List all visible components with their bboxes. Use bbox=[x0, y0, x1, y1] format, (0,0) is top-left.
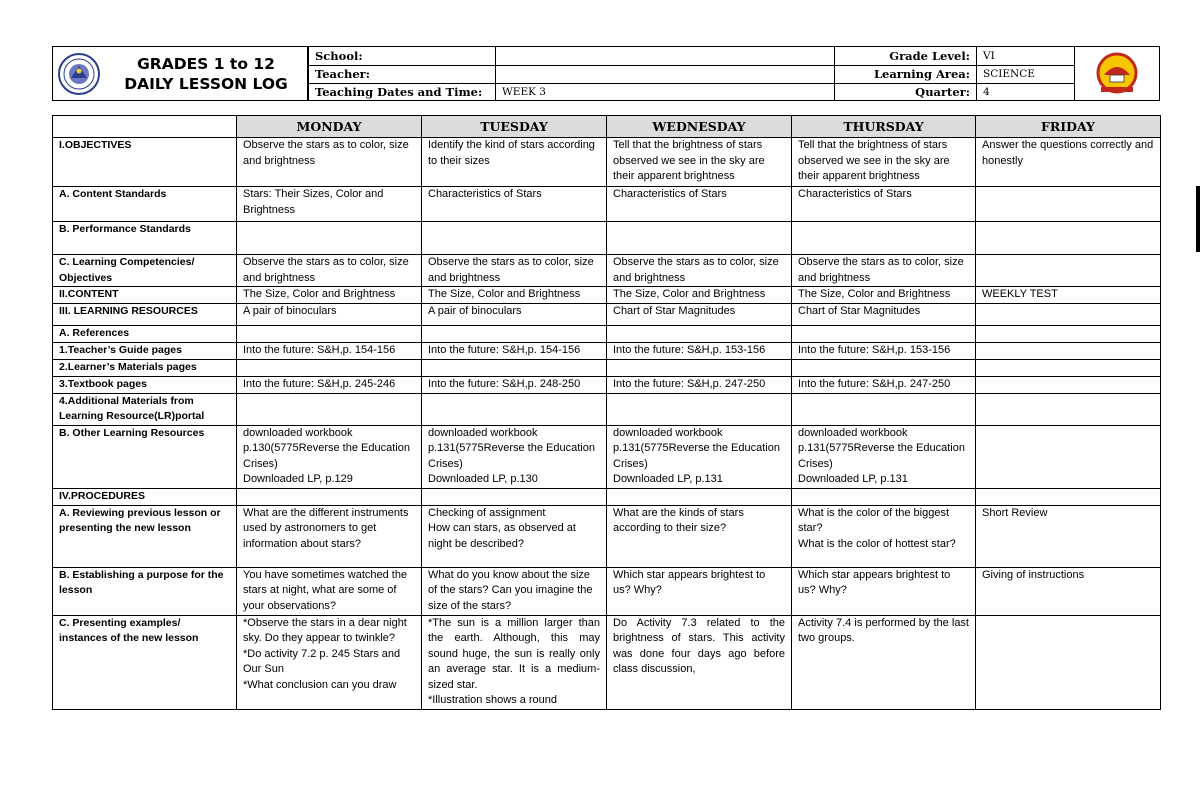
row-label: A. Reviewing previous lesson or presenting the new lesson bbox=[53, 505, 237, 567]
table-cell bbox=[792, 342, 976, 359]
row-label: B. Other Learning Resources bbox=[53, 425, 237, 488]
table-cell bbox=[237, 359, 422, 376]
table-cell bbox=[976, 287, 1161, 304]
table-cell bbox=[422, 393, 607, 425]
table-row bbox=[53, 615, 1161, 709]
table-cell bbox=[607, 615, 792, 709]
cell-text: Identify the kind of stars according to their sizes bbox=[428, 139, 595, 167]
table-row bbox=[53, 342, 1161, 359]
table-cell bbox=[422, 359, 607, 376]
table-row bbox=[53, 425, 1161, 488]
table-row bbox=[53, 187, 1161, 222]
table-cell bbox=[422, 567, 607, 615]
table-cell bbox=[237, 255, 422, 287]
table-cell bbox=[237, 303, 422, 325]
table-cell bbox=[422, 287, 607, 304]
table-cell bbox=[976, 376, 1161, 393]
cell-text: Tell that the brightness of stars observed we see in the sky are their apparent brightness bbox=[613, 139, 765, 182]
cell-text: WEEKLY TEST bbox=[982, 288, 1058, 300]
table-cell bbox=[976, 303, 1161, 325]
cell-text: Characteristics of Stars bbox=[798, 188, 912, 200]
row-label: 4.Additional Materials from Learning Resource(LR)portal bbox=[53, 393, 237, 425]
table-row bbox=[53, 505, 1161, 567]
cell-text: Giving of instructions bbox=[982, 568, 1085, 581]
table-cell bbox=[792, 425, 976, 488]
cell-text: Into the future: S&H,p. 154-156 bbox=[428, 343, 581, 356]
table-cell bbox=[792, 393, 976, 425]
table-cell bbox=[792, 222, 976, 255]
lesson-log-table bbox=[52, 115, 1161, 710]
table-cell bbox=[976, 488, 1161, 505]
page-edge-mark bbox=[1196, 186, 1200, 252]
lesson-log-header bbox=[52, 46, 1160, 101]
cell-text: What is the color of hottest star? bbox=[798, 537, 956, 550]
table-cell bbox=[237, 505, 422, 567]
table-cell bbox=[792, 376, 976, 393]
cell-text: *Do activity 7.2 p. 245 Stars and Our Sun bbox=[243, 647, 401, 675]
teaching-dates-value: WEEK 3 bbox=[496, 83, 835, 101]
quarter-label: Quarter: bbox=[835, 83, 977, 101]
table-cell bbox=[607, 222, 792, 255]
teaching-dates-label: Teaching Dates and Time: bbox=[309, 83, 496, 101]
cell-text: *The sun is a million larger than the earth. Although, this may sound huge, the sun is really only an average star. It is a medium-sized star. bbox=[428, 616, 600, 691]
cell-text: What is the color of the biggest star? bbox=[798, 506, 950, 534]
cell-text: What are the different instruments used by astronomers to get information about stars? bbox=[243, 506, 409, 550]
table-cell bbox=[976, 138, 1161, 187]
row-label: A. Content Standards bbox=[53, 187, 237, 222]
table-row bbox=[53, 359, 1161, 376]
table-cell bbox=[422, 222, 607, 255]
table-row bbox=[53, 567, 1161, 615]
table-cell bbox=[237, 615, 422, 709]
cell-text: Which star appears brightest to us? Why? bbox=[613, 568, 766, 596]
table-row bbox=[53, 376, 1161, 393]
cell-text: Activity 7.4 is performed by the last two groups. bbox=[798, 616, 969, 644]
table-cell bbox=[792, 359, 976, 376]
cell-text: Into the future: S&H,p. 248-250 bbox=[428, 377, 581, 390]
table-cell bbox=[976, 255, 1161, 287]
cell-text: downloaded workbook p.131(5775Reverse the Education Crises) bbox=[798, 426, 965, 470]
cell-text: Which star appears brightest to us? Why? bbox=[798, 568, 951, 596]
table-cell bbox=[976, 359, 1161, 376]
table-cell bbox=[422, 325, 607, 342]
table-cell bbox=[422, 187, 607, 222]
school-label: School: bbox=[309, 47, 496, 65]
cell-text: The Size, Color and Brightness bbox=[613, 288, 766, 300]
table-cell bbox=[237, 425, 422, 488]
teacher-value bbox=[496, 65, 835, 83]
table-cell bbox=[422, 303, 607, 325]
cell-text: Checking of assignment bbox=[428, 506, 546, 519]
cell-text: Into the future: S&H,p. 247-250 bbox=[798, 377, 951, 390]
table-cell bbox=[237, 376, 422, 393]
cell-text: Downloaded LP, p.129 bbox=[243, 473, 353, 485]
table-cell bbox=[792, 287, 976, 304]
cell-text: What are the kinds of stars according to their size? bbox=[613, 506, 744, 534]
header-title-block bbox=[53, 47, 308, 100]
table-cell bbox=[607, 393, 792, 425]
school-logo-icon bbox=[1075, 47, 1159, 100]
cell-text: Short Review bbox=[982, 506, 1048, 519]
cell-text: Downloaded LP, p.130 bbox=[428, 473, 538, 485]
table-cell bbox=[237, 393, 422, 425]
table-cell bbox=[792, 615, 976, 709]
table-cell bbox=[237, 488, 422, 505]
day-header-wednesday: WEDNESDAY bbox=[607, 116, 792, 138]
table-cell bbox=[976, 342, 1161, 359]
cell-text: Into the future: S&H,p. 247-250 bbox=[613, 377, 766, 390]
table-row bbox=[53, 222, 1161, 255]
row-label: C. Presenting examples/ instances of the new lesson bbox=[53, 615, 237, 709]
table-cell bbox=[976, 222, 1161, 255]
school-value bbox=[496, 47, 835, 65]
cell-text: *What conclusion can you draw bbox=[243, 678, 397, 691]
cell-text: Observe the stars as to color, size and brightness bbox=[243, 139, 409, 167]
corner-cell bbox=[53, 116, 237, 138]
row-label: B. Performance Standards bbox=[53, 222, 237, 255]
table-cell bbox=[237, 287, 422, 304]
table-cell bbox=[422, 488, 607, 505]
table-cell bbox=[237, 567, 422, 615]
cell-text: A pair of binoculars bbox=[243, 304, 337, 317]
row-label: C. Learning Competencies/ Objectives bbox=[53, 255, 237, 287]
cell-text: *Illustration shows a round bbox=[428, 694, 558, 706]
quarter-value: 4 bbox=[977, 83, 1075, 101]
table-row bbox=[53, 287, 1161, 304]
cell-text: Characteristics of Stars bbox=[428, 188, 542, 200]
cell-text: Observe the stars as to color, size and brightness bbox=[798, 256, 964, 284]
cell-text: Observe the stars as to color, size and brightness bbox=[243, 256, 409, 284]
cell-text: Do Activity 7.3 related to the brightness of stars. This activity was done four days ago before class discussion, bbox=[613, 616, 785, 675]
table-row bbox=[53, 393, 1161, 425]
row-label: 3.Textbook pages bbox=[53, 376, 237, 393]
table-cell bbox=[607, 287, 792, 304]
table-cell bbox=[792, 138, 976, 187]
cell-text: Chart of Star Magnitudes bbox=[613, 304, 736, 317]
table-cell bbox=[607, 425, 792, 488]
cell-text: Into the future: S&H,p. 154-156 bbox=[243, 343, 396, 356]
table-cell bbox=[607, 359, 792, 376]
table-cell bbox=[237, 342, 422, 359]
deped-seal-icon bbox=[53, 52, 105, 96]
table-cell bbox=[237, 138, 422, 187]
table-cell bbox=[976, 425, 1161, 488]
header-title-line1: GRADES 1 to 12 bbox=[137, 54, 275, 73]
table-cell bbox=[607, 325, 792, 342]
day-header-tuesday: TUESDAY bbox=[422, 116, 607, 138]
cell-text: The Size, Color and Brightness bbox=[243, 288, 396, 300]
table-row bbox=[53, 488, 1161, 505]
table-cell bbox=[607, 505, 792, 567]
cell-text: downloaded workbook p.131(5775Reverse the Education Crises) bbox=[428, 426, 595, 470]
table-cell bbox=[792, 325, 976, 342]
table-row bbox=[53, 303, 1161, 325]
table-cell bbox=[792, 255, 976, 287]
day-header-friday: FRIDAY bbox=[976, 116, 1161, 138]
row-label: B. Establishing a purpose for the lesson bbox=[53, 567, 237, 615]
header-title bbox=[105, 54, 307, 94]
cell-text: Chart of Star Magnitudes bbox=[798, 304, 921, 317]
table-cell bbox=[607, 342, 792, 359]
cell-text: *Observe the stars in a dear night sky. Do they appear to twinkle? bbox=[243, 616, 407, 644]
table-cell bbox=[792, 488, 976, 505]
table-cell bbox=[422, 425, 607, 488]
table-cell bbox=[976, 393, 1161, 425]
header-title-line2: DAILY LESSON LOG bbox=[124, 74, 288, 93]
table-cell bbox=[607, 303, 792, 325]
table-cell bbox=[422, 505, 607, 567]
table-cell bbox=[792, 187, 976, 222]
cell-text: Into the future: S&H,p. 153-156 bbox=[798, 343, 951, 356]
table-cell bbox=[422, 615, 607, 709]
table-cell bbox=[976, 325, 1161, 342]
table-cell bbox=[422, 376, 607, 393]
table-cell bbox=[237, 187, 422, 222]
table-cell bbox=[792, 567, 976, 615]
cell-text: How can stars, as observed at night be described? bbox=[428, 522, 576, 550]
table-cell bbox=[607, 138, 792, 187]
cell-text: Into the future: S&H,p. 153-156 bbox=[613, 343, 766, 356]
learning-area-label: Learning Area: bbox=[835, 65, 977, 83]
table-cell bbox=[976, 615, 1161, 709]
learning-area-value: SCIENCE bbox=[977, 65, 1075, 83]
cell-text: Downloaded LP, p.131 bbox=[613, 473, 723, 485]
row-label: 1.Teacher’s Guide pages bbox=[53, 342, 237, 359]
table-cell bbox=[976, 187, 1161, 222]
table-row bbox=[53, 255, 1161, 287]
cell-text: Observe the stars as to color, size and brightness bbox=[428, 256, 594, 284]
cell-text: Observe the stars as to color, size and brightness bbox=[613, 256, 779, 284]
cell-text: Characteristics of Stars bbox=[613, 188, 727, 200]
cell-text: The Size, Color and Brightness bbox=[798, 288, 951, 300]
table-cell bbox=[422, 138, 607, 187]
table-row bbox=[53, 325, 1161, 342]
cell-text: What do you know about the size of the stars? Can you imagine the size of the stars? bbox=[428, 568, 593, 612]
day-header-row bbox=[53, 116, 1161, 138]
cell-text: downloaded workbook p.130(5775Reverse the Education Crises) bbox=[243, 426, 410, 470]
table-cell bbox=[607, 376, 792, 393]
table-cell bbox=[976, 505, 1161, 567]
table-cell bbox=[607, 255, 792, 287]
table-cell bbox=[792, 505, 976, 567]
table-cell bbox=[792, 303, 976, 325]
row-label: IV.PROCEDURES bbox=[53, 488, 237, 505]
row-label: I.OBJECTIVES bbox=[53, 138, 237, 187]
cell-text: Answer the questions correctly and honestly bbox=[982, 139, 1154, 167]
cell-text: Stars: Their Sizes, Color and Brightness bbox=[243, 188, 384, 216]
table-row bbox=[53, 138, 1161, 187]
table-cell bbox=[976, 567, 1161, 615]
cell-text: You have sometimes watched the stars at night, what are some of your observations? bbox=[243, 568, 408, 612]
cell-text: The Size, Color and Brightness bbox=[428, 288, 581, 300]
cell-text: Into the future: S&H,p. 245-246 bbox=[243, 377, 396, 390]
table-cell bbox=[422, 255, 607, 287]
day-header-thursday: THURSDAY bbox=[792, 116, 976, 138]
grade-level-label: Grade Level: bbox=[835, 47, 977, 65]
table-cell bbox=[607, 488, 792, 505]
day-header-monday: MONDAY bbox=[237, 116, 422, 138]
table-cell bbox=[607, 567, 792, 615]
table-cell bbox=[607, 187, 792, 222]
cell-text: A pair of binoculars bbox=[428, 304, 522, 317]
table-cell bbox=[237, 222, 422, 255]
table-cell bbox=[422, 342, 607, 359]
grade-level-value: VI bbox=[977, 47, 1075, 65]
teacher-label: Teacher: bbox=[309, 65, 496, 83]
cell-text: Downloaded LP, p.131 bbox=[798, 473, 908, 485]
lesson-log-body bbox=[53, 138, 1161, 710]
cell-text: downloaded workbook p.131(5775Reverse the Education Crises) bbox=[613, 426, 780, 470]
row-label: III. LEARNING RESOURCES bbox=[53, 303, 237, 325]
header-info-grid bbox=[308, 47, 1075, 101]
cell-text: Tell that the brightness of stars observed we see in the sky are their apparent brightness bbox=[798, 139, 950, 182]
row-label: A. References bbox=[53, 325, 237, 342]
row-label: II.CONTENT bbox=[53, 287, 237, 304]
table-cell bbox=[237, 325, 422, 342]
row-label: 2.Learner’s Materials pages bbox=[53, 359, 237, 376]
